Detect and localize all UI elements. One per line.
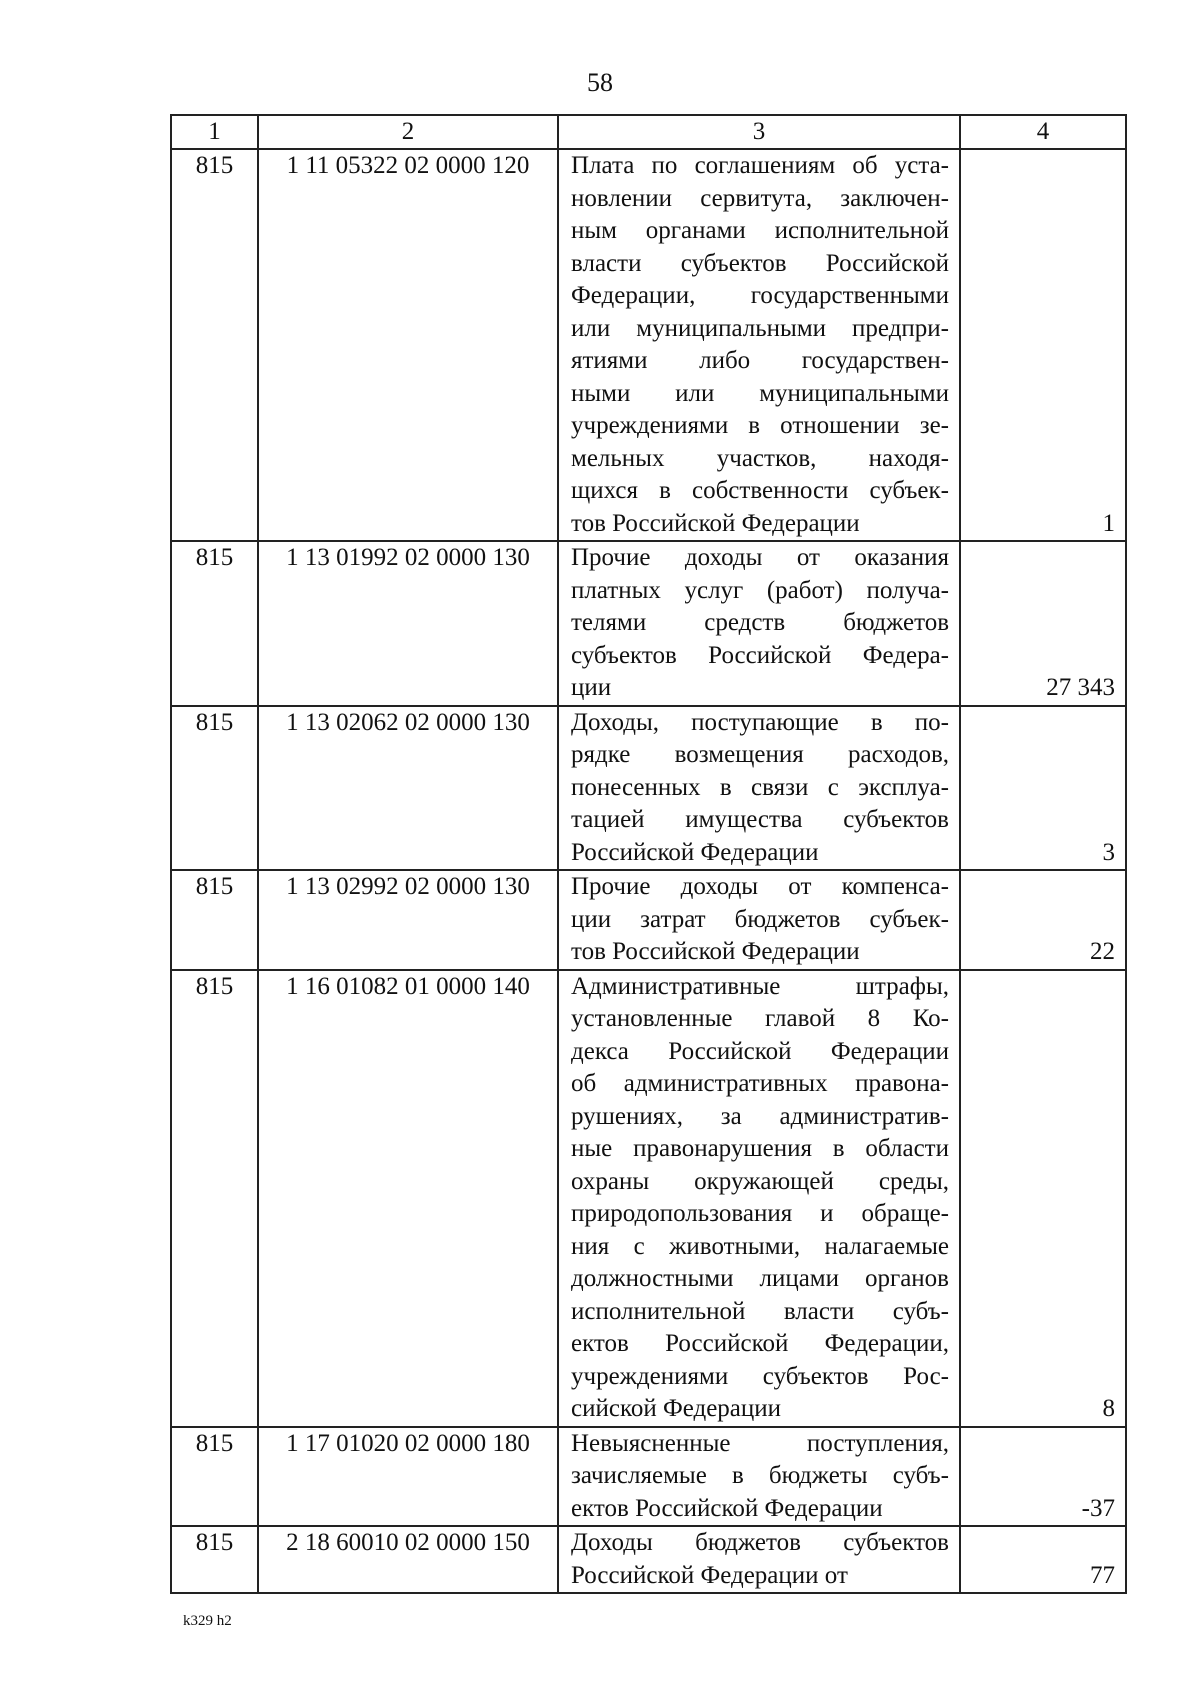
revenue-name-line: охраны окружающей среды, xyxy=(571,1167,949,1195)
table-row xyxy=(171,1427,1126,1527)
budget-classification-code-cell: 1 13 01992 02 0000 130 xyxy=(258,541,558,706)
revenue-name-cell xyxy=(558,706,960,871)
revenue-name-line: Прочие доходы от оказания xyxy=(571,544,949,571)
amount-cell: 8 xyxy=(960,970,1126,1427)
revenue-name-line: должностными лицами органов xyxy=(571,1265,949,1292)
revenue-name-line: тацией имущества субъектов xyxy=(571,806,949,833)
chapter-code-cell: 815 xyxy=(171,1526,258,1593)
amount-cell: 27 343 xyxy=(960,541,1126,706)
revenue-name-line: ции затрат бюджетов субъек- xyxy=(571,905,949,933)
budget-classification-code-cell: 1 13 02992 02 0000 130 xyxy=(258,870,558,970)
revenue-name-line: Федерации, государственными xyxy=(571,282,949,309)
revenue-name-cell xyxy=(558,870,960,970)
table-body xyxy=(171,149,1126,1593)
revenue-name-cell xyxy=(558,970,960,1427)
revenue-name-line: ектов Российской Федерации xyxy=(571,1494,883,1522)
budget-classification-code-cell: 1 11 05322 02 0000 120 xyxy=(258,149,558,541)
table-row xyxy=(171,541,1126,706)
budget-classification-code-cell: 2 18 60010 02 0000 150 xyxy=(258,1526,558,1593)
revenue-name-line: исполнительной власти субъ- xyxy=(571,1297,949,1325)
revenue-name-line: или муниципальными предпри- xyxy=(571,314,949,342)
table-row xyxy=(171,870,1126,970)
revenue-name-cell xyxy=(558,149,960,541)
revenue-name-line: об административных правона- xyxy=(571,1070,949,1097)
revenue-name-line: субъектов Российской Федера- xyxy=(571,641,949,669)
revenue-name-line: ными или муниципальными xyxy=(571,379,949,407)
revenue-name-line: ные правонарушения в области xyxy=(571,1135,949,1162)
amount-cell: 77 xyxy=(960,1526,1126,1593)
chapter-code-cell: 815 xyxy=(171,541,258,706)
revenue-name-line: Плата по соглашениям об уста- xyxy=(571,152,949,179)
header-col-4: 4 xyxy=(960,115,1126,149)
budget-classification-code-cell: 1 13 02062 02 0000 130 xyxy=(258,706,558,871)
revenue-name-line: ния с животными, налагаемые xyxy=(571,1232,949,1260)
revenue-name-line: телями средств бюджетов xyxy=(571,609,949,636)
revenue-name-line: ятиями либо государствен- xyxy=(571,347,949,374)
chapter-code-cell: 815 xyxy=(171,870,258,970)
table-row xyxy=(171,706,1126,871)
revenue-name-line: тов Российской Федерации xyxy=(571,509,860,537)
revenue-name-line: ции xyxy=(571,674,612,701)
revenue-name-line: Административные штрафы, xyxy=(571,972,949,1000)
amount-cell: 1 xyxy=(960,149,1126,541)
amount-cell: 3 xyxy=(960,706,1126,871)
revenue-name-line: тов Российской Федерации xyxy=(571,938,860,965)
revenue-table xyxy=(170,114,1127,1594)
revenue-name-line: Российской Федерации от xyxy=(571,1561,848,1589)
revenue-name-line: учреждениями субъектов Рос- xyxy=(571,1362,949,1390)
revenue-name-line: рядке возмещения расходов, xyxy=(571,741,949,768)
document-footer-mark: k329 h2 xyxy=(183,1613,232,1629)
revenue-name-cell xyxy=(558,541,960,706)
header-col-2: 2 xyxy=(258,115,558,149)
amount-cell: -37 xyxy=(960,1427,1126,1527)
revenue-name-line: установленные главой 8 Ко- xyxy=(571,1005,949,1032)
revenue-name-line: понесенных в связи с эксплуа- xyxy=(571,773,949,801)
table-row xyxy=(171,1526,1126,1593)
chapter-code-cell: 815 xyxy=(171,706,258,871)
revenue-name-line: мельных участков, находя- xyxy=(571,444,949,472)
revenue-name-cell xyxy=(558,1427,960,1527)
revenue-name-line: новлении сервитута, заключен- xyxy=(571,184,949,212)
budget-classification-code-cell: 1 17 01020 02 0000 180 xyxy=(258,1427,558,1527)
revenue-name-line: щихся в собственности субъек- xyxy=(571,477,949,504)
table-header xyxy=(171,115,1126,149)
revenue-name-line: природопользования и обраще- xyxy=(571,1200,949,1227)
chapter-code-cell: 815 xyxy=(171,149,258,541)
amount-cell: 22 xyxy=(960,870,1126,970)
budget-classification-code-cell: 1 16 01082 01 0000 140 xyxy=(258,970,558,1427)
chapter-code-cell: 815 xyxy=(171,970,258,1427)
revenue-name-line: Доходы бюджетов субъектов xyxy=(571,1529,949,1556)
revenue-name-line: декса Российской Федерации xyxy=(571,1037,949,1065)
revenue-name-line: сийской Федерации xyxy=(571,1395,782,1422)
revenue-name-line: ным органами исполнительной xyxy=(571,217,949,244)
table-row xyxy=(171,149,1126,541)
revenue-name-line: ектов Российской Федерации, xyxy=(571,1330,949,1357)
revenue-name-line: Прочие доходы от компенса- xyxy=(571,873,949,900)
page-number: 58 xyxy=(587,68,613,97)
revenue-name-line: Невыясненные поступления, xyxy=(571,1429,949,1457)
revenue-name-line: платных услуг (работ) получа- xyxy=(571,576,949,604)
revenue-name-line: Российской Федерации xyxy=(571,838,819,866)
header-col-1: 1 xyxy=(171,115,258,149)
revenue-name-line: рушениях, за административ- xyxy=(571,1102,949,1130)
header-row xyxy=(171,115,1126,149)
revenue-name-line: учреждениями в отношении зе- xyxy=(571,412,949,439)
revenue-name-line: власти субъектов Российской xyxy=(571,249,949,277)
chapter-code-cell: 815 xyxy=(171,1427,258,1527)
revenue-name-line: зачисляемые в бюджеты субъ- xyxy=(571,1462,949,1489)
revenue-name-cell xyxy=(558,1526,960,1593)
revenue-name-line: Доходы, поступающие в по- xyxy=(571,708,949,736)
table-row xyxy=(171,970,1126,1427)
header-col-3: 3 xyxy=(558,115,960,149)
